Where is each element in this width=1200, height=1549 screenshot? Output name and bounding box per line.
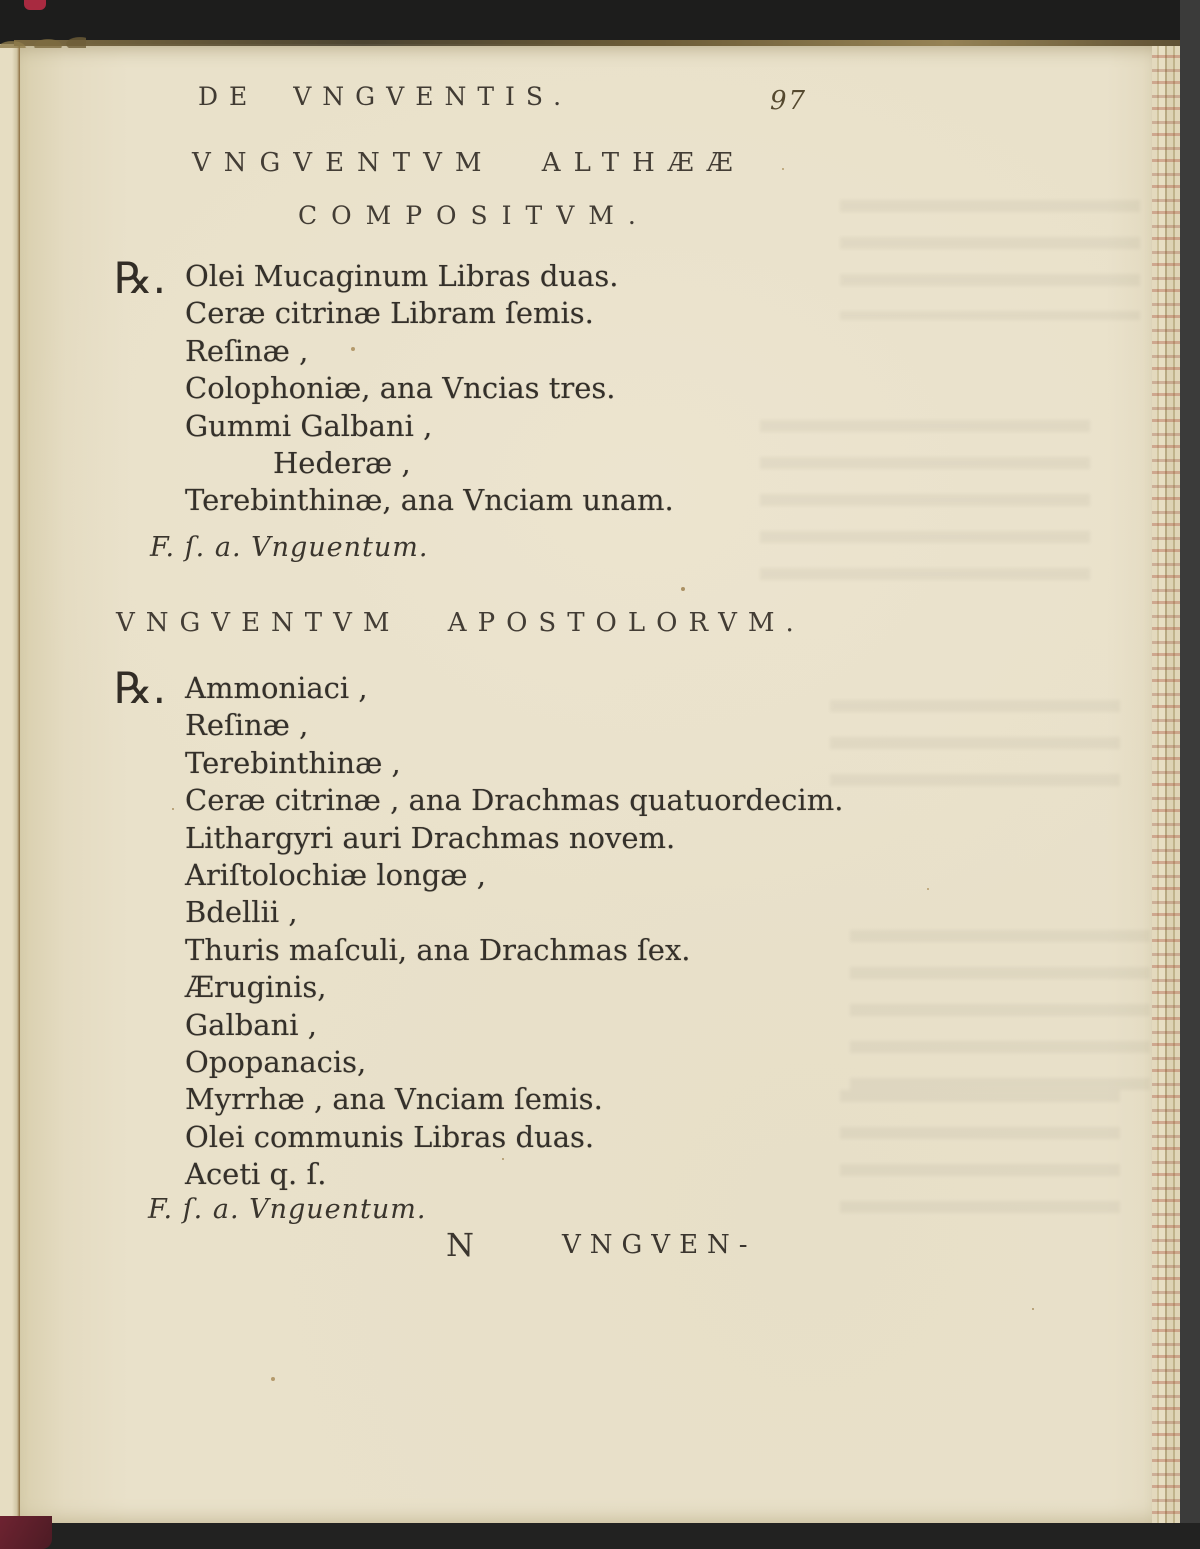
ingredient-list-althaeae: [185, 258, 674, 520]
instruction-fiat-secundum-artem: F. ſ. a. Vnguentum.: [150, 532, 429, 563]
ingredient-line: Reſinæ ,: [185, 333, 309, 368]
ingredient-line: Aceti q. ſ.: [185, 1157, 327, 1192]
ingredient-line: Ammoniaci ,: [185, 671, 368, 705]
background-right: [1180, 0, 1200, 1549]
section-heading-apostolorum: VNGVENTVM APOSTOLORVM.: [116, 608, 805, 638]
ingredient-line: Ceræ citrinæ Libram ſemis.: [185, 296, 594, 331]
instruction-fiat-secundum-artem: F. ſ. a. Vnguentum.: [148, 1194, 427, 1225]
ingredient-line: Bdellii ,: [185, 895, 298, 930]
ingredient-line: Opopanacis,: [185, 1045, 367, 1080]
ingredient-line: Olei communis Libras duas.: [185, 1119, 595, 1154]
fore-edge-page-stack: [1152, 46, 1180, 1523]
ingredient-line: Galbani ,: [185, 1007, 317, 1042]
verso-show-through: [760, 420, 1090, 600]
ingredient-list-apostolorum: [185, 670, 843, 1194]
ingredient-line: Terebinthinæ ,: [185, 745, 401, 780]
background-top: [0, 0, 1200, 44]
ingredient-line: Colophoniæ, ana Vncias tres.: [185, 371, 616, 406]
ingredient-line: Terebinthinæ, ana Vnciam unam.: [185, 483, 674, 518]
ingredient-line: Olei Mucaginum Libras duas.: [185, 259, 619, 293]
background-bottom: [0, 1523, 1200, 1549]
ingredient-line: Æruginis,: [185, 970, 327, 1005]
ingredient-line: Ceræ citrinæ , ana Drachmas quatuordecim.: [185, 783, 844, 818]
headband: [24, 0, 46, 10]
verso-show-through: [850, 930, 1150, 1110]
ingredient-line: Thuris maſculi, ana Drachmas ſex.: [185, 932, 691, 967]
ingredient-line: Hederæ ,: [273, 446, 411, 481]
running-title: DE VNGVENTIS.: [198, 82, 573, 111]
ingredient-line: Lithargyri auri Drachmas novem.: [185, 820, 676, 855]
ingredient-line: Gummi Galbani ,: [185, 408, 433, 443]
page-number: 97: [770, 86, 808, 116]
ingredient-line: Myrrhæ , ana Vnciam ſemis.: [185, 1082, 603, 1117]
section-heading-althaeae-line2: COMPOSITVM.: [298, 201, 650, 230]
gilt-top-edge: [14, 40, 1180, 46]
signature-mark: N: [446, 1226, 474, 1264]
gutter-adjacent-page: [0, 44, 20, 1523]
prescription-rx-symbol: ℞.: [114, 254, 167, 304]
binding-corner-ornament: [0, 26, 86, 48]
catchword: VNGVEN-: [562, 1230, 757, 1260]
verso-show-through: [830, 700, 1120, 810]
verso-show-through: [840, 1090, 1120, 1220]
ingredient-line: Reſinæ ,: [185, 708, 309, 743]
section-heading-althaeae-line1: VNGVENTVM ALTHÆÆ: [192, 148, 746, 178]
ingredient-line: Ariſtolochiæ longæ ,: [185, 858, 487, 893]
prescription-rx-symbol: ℞.: [114, 664, 167, 714]
verso-show-through: [840, 200, 1140, 320]
binding-bottom-corner: [0, 1516, 52, 1549]
